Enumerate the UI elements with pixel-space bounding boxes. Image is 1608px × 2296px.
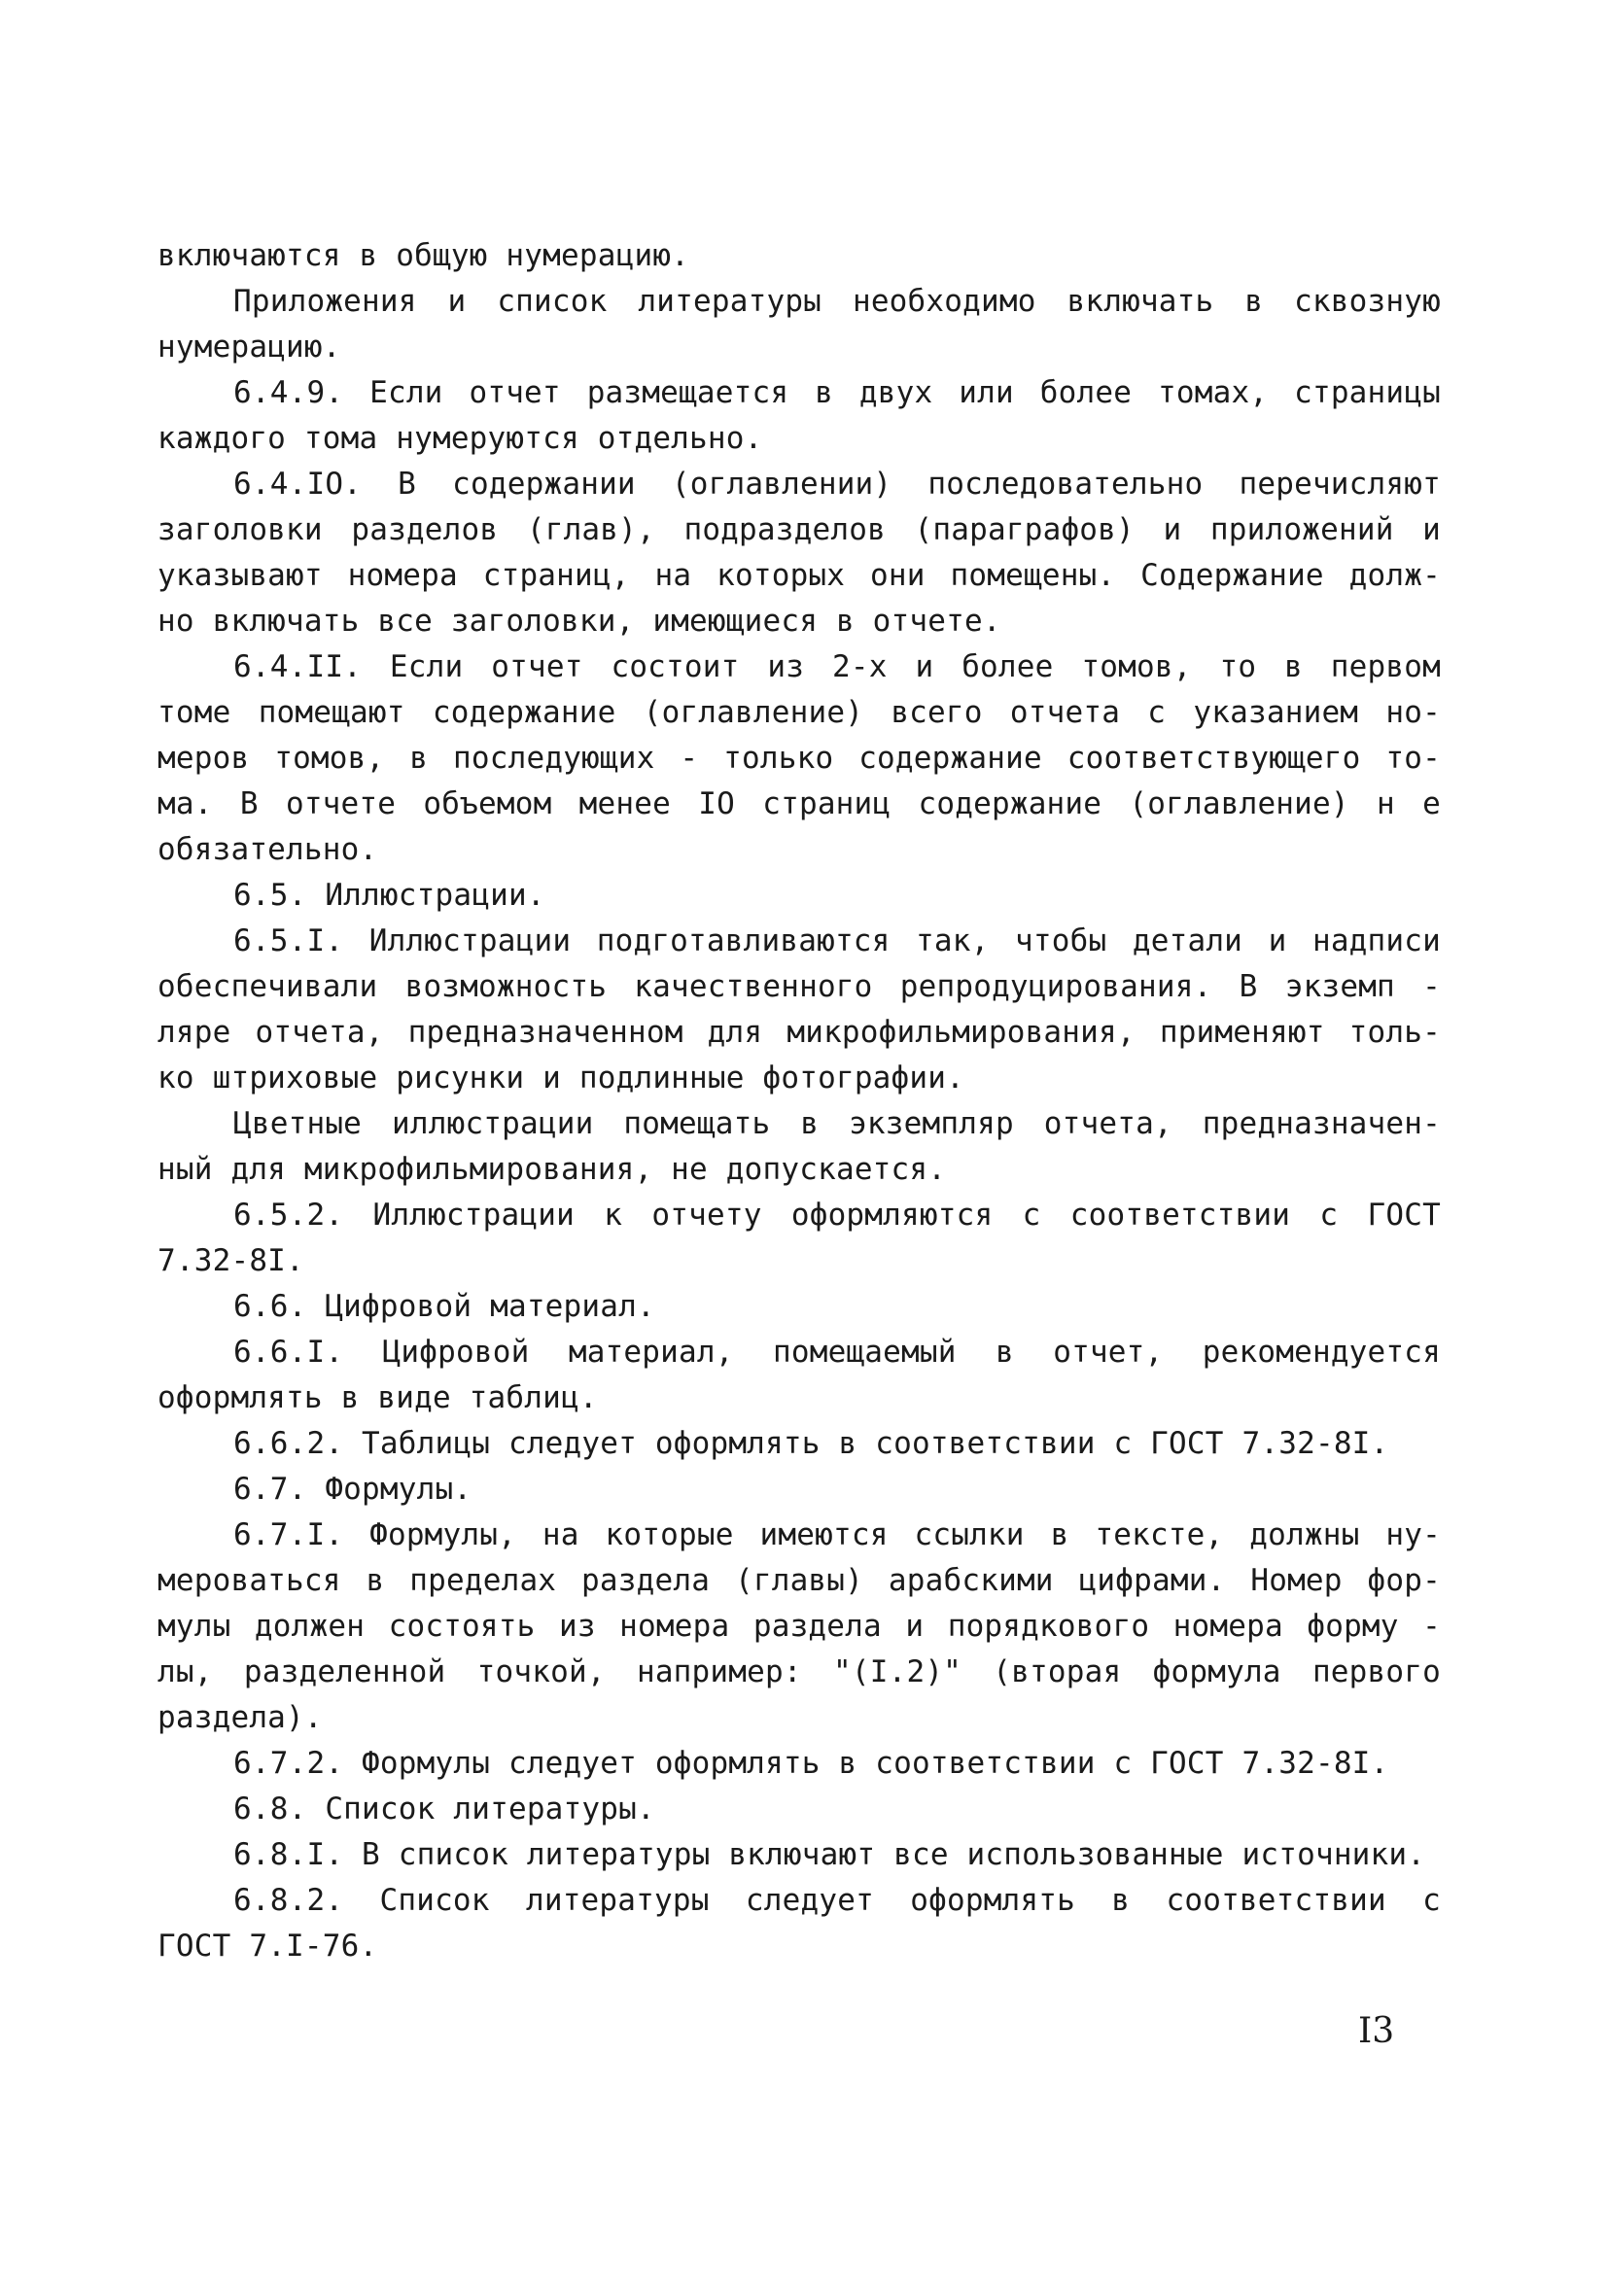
text-line: 6.4.9. Если отчет размещается в двух или более томах, страницы — [233, 375, 1441, 410]
text-line: 6.5.I. Иллюстрации подготавливаются так, чтобы детали и надписи — [233, 923, 1441, 958]
text-line: 6.5.2. Иллюстрации к отчету оформляются с соответствии с ГОСТ — [233, 1198, 1441, 1233]
text-line: ма. В отчете объемом менее IO страниц содержание (оглавление) н е — [157, 786, 1441, 821]
text-line: ко штриховые рисунки и подлинные фотографии. — [157, 1061, 964, 1096]
text-line: 6.8.2. Список литературы следует оформлять в соответствии с — [233, 1883, 1441, 1918]
text-line: включаются в общую нумерацию. — [157, 238, 690, 273]
text-line: 6.7.2. Формулы следует оформлять в соответствии с ГОСТ 7.32-8I. — [233, 1746, 1389, 1781]
text-line: Приложения и список литературы необходимо включать в сквозную — [233, 284, 1441, 319]
text-line: обеспечивали возможность качественного репродуцирования. В экземп - — [157, 969, 1441, 1004]
text-line: нумерацию. — [157, 330, 341, 365]
text-line: томе помещают содержание (оглавление) всего отчета с указанием но- — [157, 695, 1441, 730]
text-line: 6.6.2. Таблицы следует оформлять в соответствии с ГОСТ 7.32-8I. — [233, 1426, 1389, 1461]
text-line: мулы должен состоять из номера раздела и порядкового номера форму - — [157, 1609, 1441, 1644]
text-line: 6.7. Формулы. — [233, 1472, 472, 1507]
text-line: ГОСТ 7.I-76. — [157, 1929, 378, 1964]
text-line: ный для микрофильмирования, не допускается. — [157, 1152, 947, 1187]
page-number: I3 — [1358, 2011, 1395, 2051]
text-line: оформлять в виде таблиц. — [157, 1380, 598, 1415]
text-line: Цветные иллюстрации помещать в экземпляр отчета, предназначен- — [233, 1106, 1441, 1141]
text-line: 6.4.II. Если отчет состоит из 2-х и более томов, то в первом — [233, 649, 1441, 684]
text-line: мероваться в пределах раздела (главы) арабскими цифрами. Номер фор- — [157, 1563, 1441, 1598]
text-line: лы, разделенной точкой, например: "(I.2)" (вторая формула первого — [157, 1654, 1441, 1689]
text-line: меров томов, в последующих - только содержание соответствующего то- — [157, 741, 1441, 776]
text-line: каждого тома нумеруются отдельно. — [157, 421, 763, 456]
text-line: обязательно. — [157, 832, 378, 867]
text-line: указывают номера страниц, на которых они помещены. Содержание долж- — [157, 558, 1441, 593]
text-line: 6.8.I. В список литературы включают все использованные источники. — [233, 1837, 1426, 1872]
text-line: 6.6. Цифровой материал. — [233, 1289, 655, 1324]
text-line: 6.5. Иллюстрации. — [233, 878, 545, 913]
text-line: 6.4.IO. В содержании (оглавлении) последовательно перечисляют — [233, 467, 1441, 502]
text-line: ляре отчета, предназначенном для микрофильмирования, применяют толь- — [157, 1015, 1441, 1050]
text-line: но включать все заголовки, имеющиеся в отчете. — [157, 604, 1001, 639]
text-line: 7.32-8I. — [157, 1243, 304, 1278]
document-body — [157, 233, 1441, 1969]
text-line: раздела). — [157, 1700, 323, 1735]
text-line: 6.7.I. Формулы, на которые имеются ссылки в тексте, должны ну- — [233, 1517, 1441, 1552]
text-line: 6.6.I. Цифровой материал, помещаемый в отчет, рекомендуется — [233, 1335, 1441, 1370]
text-line: заголовки разделов (глав), подразделов (параграфов) и приложений и — [157, 512, 1441, 547]
text-line: 6.8. Список литературы. — [233, 1792, 655, 1826]
